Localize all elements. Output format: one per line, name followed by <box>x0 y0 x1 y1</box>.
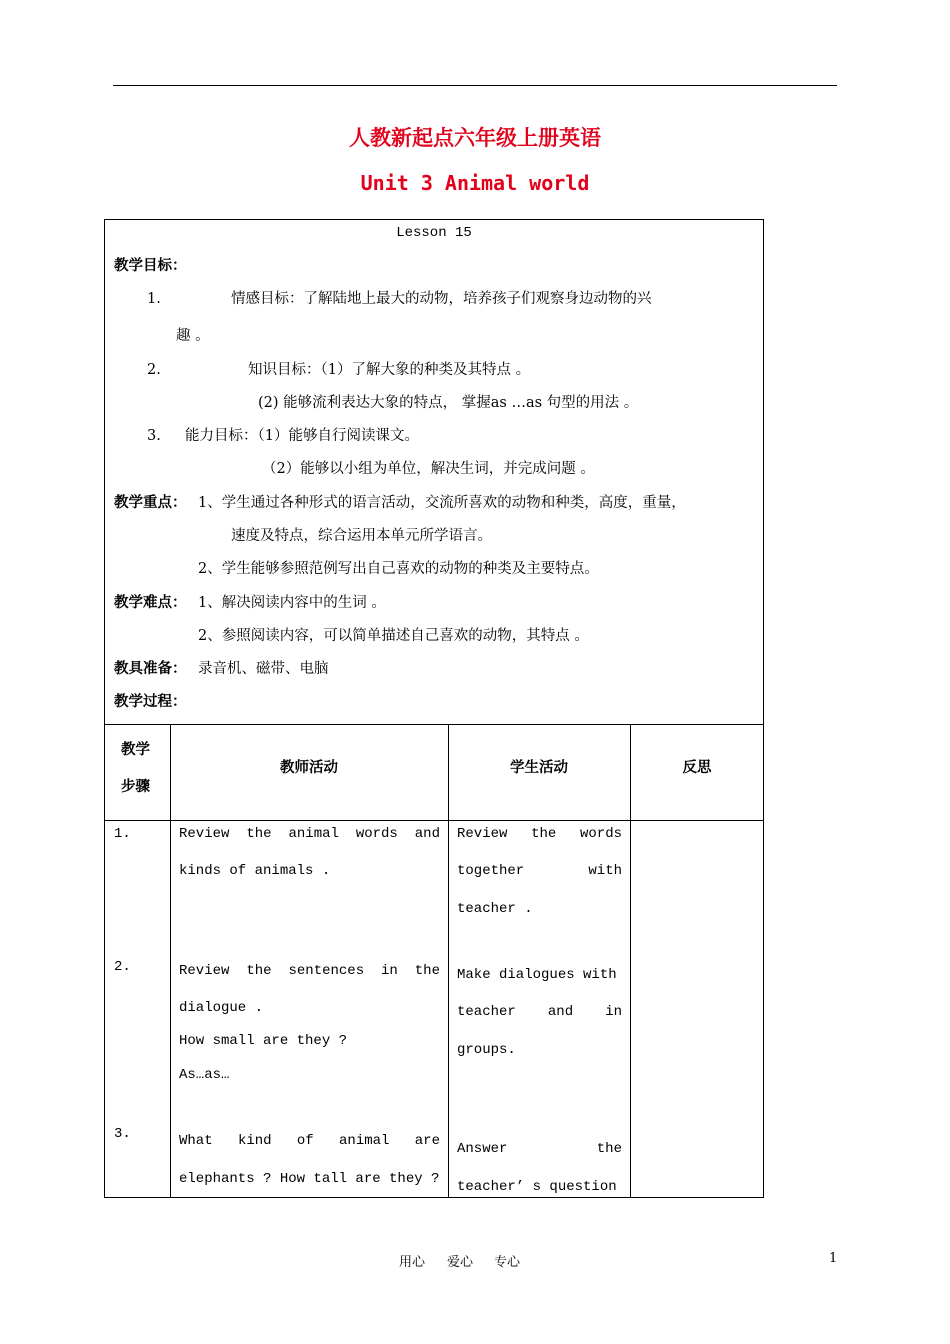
difficulty-text: 2、参照阅读内容，可以简单描述自己喜欢的动物，其特点 。 <box>198 628 589 644</box>
objective-number: 3. <box>147 428 161 444</box>
teacher-activity-line: dialogue . <box>179 1000 264 1016</box>
column-line <box>630 724 631 1198</box>
student-activity-line: teacher . <box>457 901 533 917</box>
word: and <box>547 1004 574 1020</box>
word: the <box>414 963 440 979</box>
objective-number: 1. <box>147 291 161 307</box>
objective-text: 情感目标：了解陆地上最大的动物，培养孩子们观察身边动物的兴 <box>231 291 652 307</box>
word: Review <box>179 826 230 842</box>
objective-text: (2) 能够流利表达大象的特点， 掌握as …as 句型的用法 。 <box>258 395 639 411</box>
word: What <box>179 1133 213 1149</box>
teacher-activity-line <box>179 1132 440 1150</box>
objective-text: 能力目标：（1）能够自行阅读课文。 <box>185 428 419 444</box>
student-activity-line <box>457 825 622 843</box>
student-activity-line: Make dialogues with <box>457 967 617 983</box>
word: together <box>457 863 525 879</box>
student-activity-line <box>457 1140 622 1158</box>
word: teacher <box>457 1004 516 1020</box>
page-number: 1 <box>829 1251 838 1266</box>
header-student: 学生活动 <box>510 760 568 776</box>
word: Review <box>179 963 230 979</box>
word: with <box>588 863 622 879</box>
process-heading: 教学过程： <box>114 694 187 710</box>
word: the <box>246 963 272 979</box>
objective-text: （2）能够以小组为单位，解决生词，并完成问题 。 <box>262 461 595 477</box>
word: in <box>605 1004 622 1020</box>
header-teacher: 教师活动 <box>280 760 338 776</box>
header-steps: 步骤 <box>121 779 150 795</box>
teacher-activity-line: kinds of animals . <box>179 863 331 879</box>
key-point-text: 1、学生通过各种形式的语言活动，交流所喜欢的动物和种类，高度，重量， <box>198 495 686 511</box>
difficulties-heading: 教学难点： <box>114 595 187 611</box>
key-point-text: 速度及特点，综合运用本单元所学语言。 <box>231 528 492 544</box>
table-divider <box>105 724 763 725</box>
footer-motto: 用心 <box>399 1255 426 1270</box>
word: animal <box>339 1133 390 1149</box>
step-number: 3. <box>114 1126 131 1142</box>
document-title: 人教新起点六年级上册英语 <box>349 126 601 150</box>
objective-text: 趣 。 <box>176 328 210 344</box>
footer-motto: 专心 <box>494 1255 521 1270</box>
teacher-activity-line <box>179 825 440 843</box>
header-steps: 教学 <box>121 742 150 758</box>
student-activity-line: groups. <box>457 1042 516 1058</box>
student-activity-line <box>457 862 622 880</box>
step-number: 1. <box>114 826 131 842</box>
table-header-divider <box>105 820 763 821</box>
tools-text: 录音机、磁带、电脑 <box>198 661 329 677</box>
key-points-heading: 教学重点： <box>114 495 187 511</box>
header-rule <box>113 85 837 86</box>
objective-number: 2. <box>147 362 161 378</box>
teacher-activity-line: How small are they ? <box>179 1033 348 1049</box>
objective-text: 知识目标：（1）了解大象的种类及其特点 。 <box>248 362 531 378</box>
header-reflection: 反思 <box>682 760 712 776</box>
word: Answer <box>457 1141 508 1157</box>
lesson-number: Lesson 15 <box>396 225 472 241</box>
word: in <box>381 963 398 979</box>
difficulty-text: 1、解决阅读内容中的生词 。 <box>198 595 386 611</box>
teacher-activity-line: elephants ? How tall are they ? <box>179 1171 440 1187</box>
word: the <box>531 826 557 842</box>
word: of <box>296 1133 314 1149</box>
footer-motto: 爱心 <box>447 1255 474 1270</box>
word: Review <box>457 826 508 842</box>
step-number: 2. <box>114 959 131 975</box>
word: kind <box>237 1133 272 1149</box>
word: the <box>246 826 272 842</box>
word: words <box>579 826 622 842</box>
teacher-activity-line <box>179 962 440 980</box>
key-point-text: 2、学生能够参照范例写出自己喜欢的动物的种类及主要特点。 <box>198 561 599 577</box>
student-activity-line <box>457 1003 622 1021</box>
teacher-activity-line: As…as… <box>179 1067 230 1083</box>
word: the <box>596 1141 622 1157</box>
word: words <box>355 826 398 842</box>
student-activity-line: teacher’ s question <box>457 1179 617 1195</box>
word: and <box>414 826 440 842</box>
column-line <box>448 724 449 1198</box>
word: sentences <box>288 963 365 979</box>
document-subtitle: Unit 3 Animal world <box>360 171 590 195</box>
word: are <box>414 1133 440 1149</box>
tools-heading: 教具准备： <box>114 661 187 677</box>
column-line <box>170 724 171 1198</box>
objectives-heading: 教学目标： <box>114 258 187 274</box>
word: animal <box>288 826 339 842</box>
